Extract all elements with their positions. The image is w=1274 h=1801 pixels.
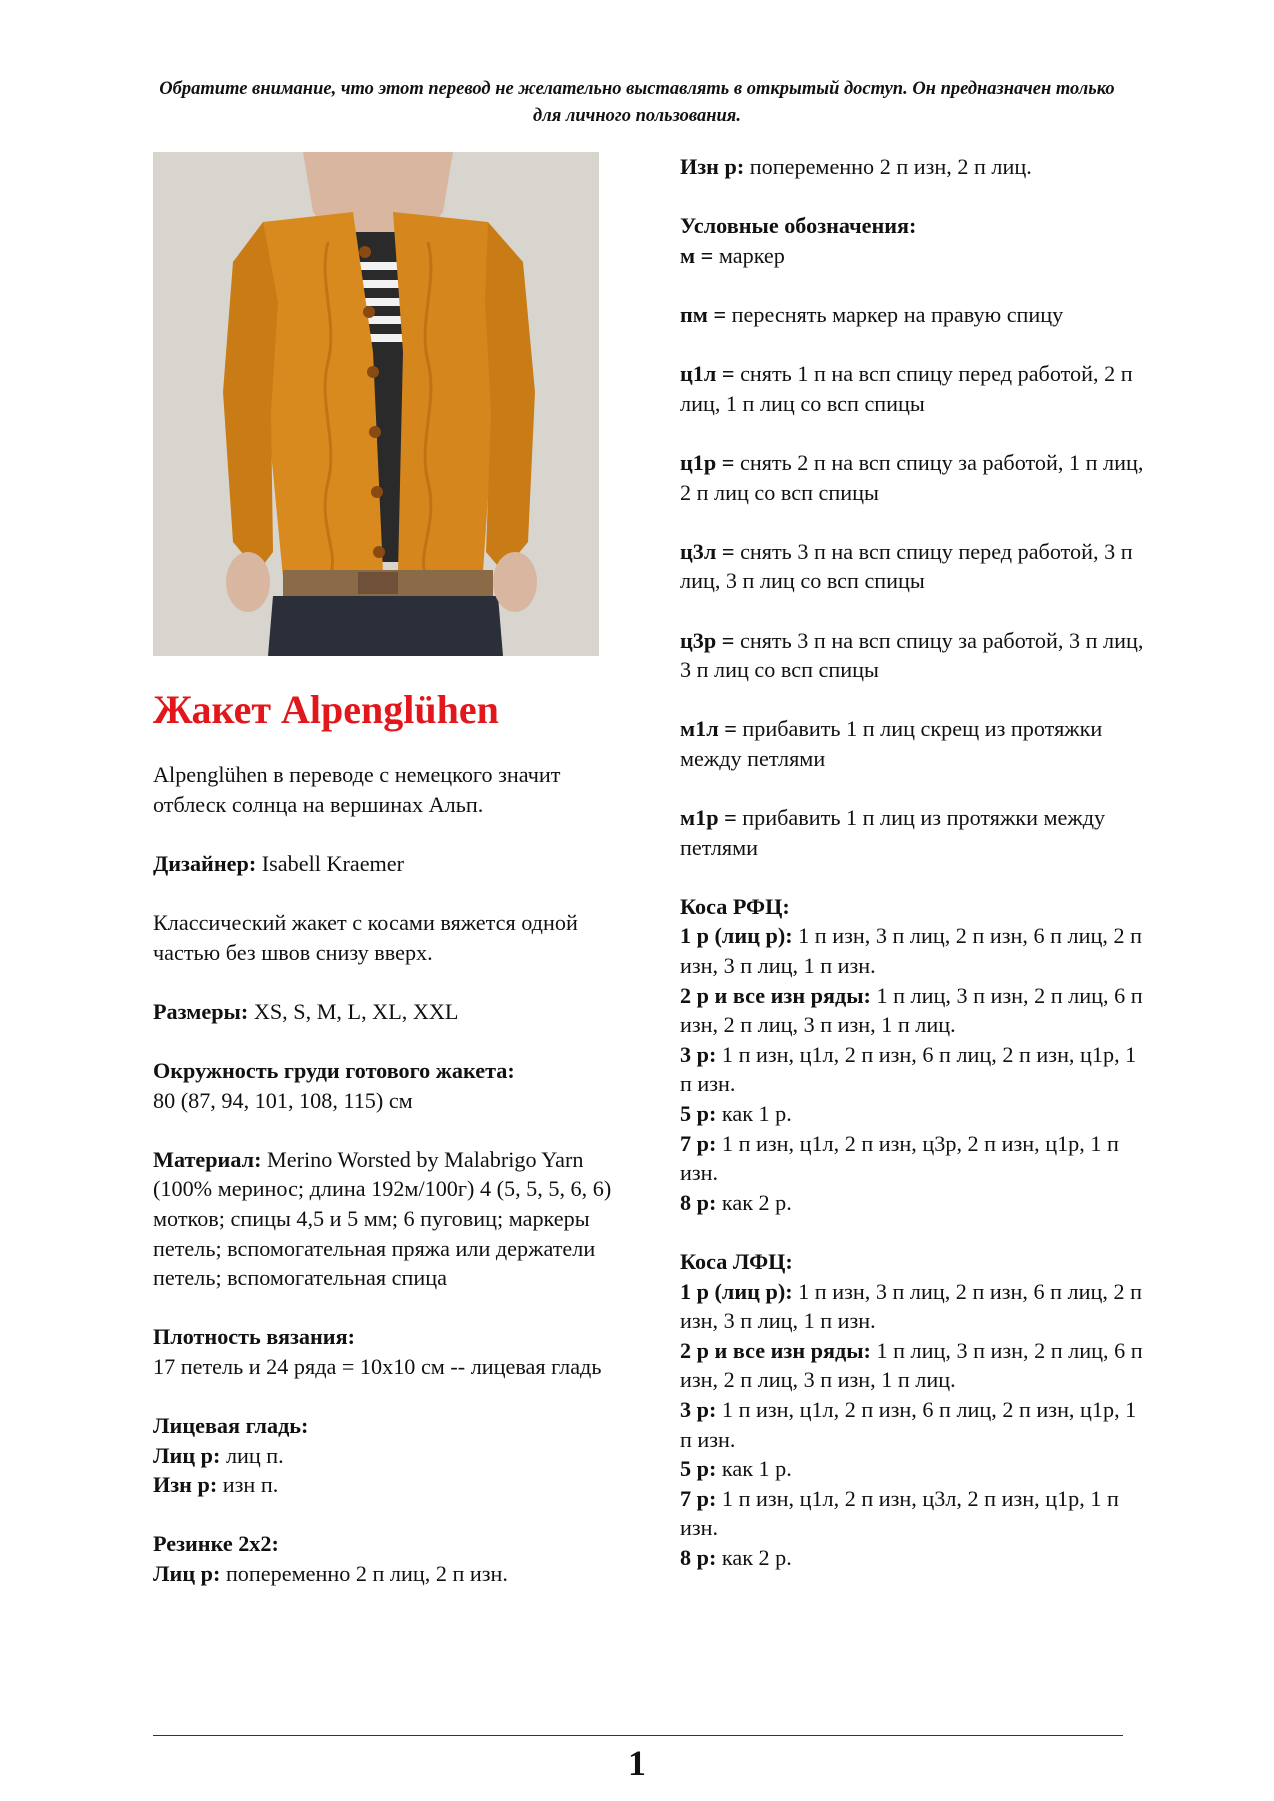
designer-label: Дизайнер: [153,850,257,876]
rib-row-label: Лиц р: [153,1561,221,1587]
legend-value: снять 3 п на всп спицу за работой, 3 п лиц, 3 п лиц со всп спицы [680,627,1144,683]
cable-row-label: 2 р и все изн ряды: [680,982,871,1008]
material-value: Merino Worsted by Malabrigo Yarn (100% меринос; длина 192м/100г) 4 (5, 5, 5, 6, 6) мотков; спицы 4,5 и 5 мм; 6 пуговиц; маркеры петель; вспомогательная пряжа или держатели петель; вспомогательная спица [153,1146,612,1291]
legend-item [680,626,1150,685]
footer-divider [153,1735,1123,1736]
legend-heading [680,211,1150,241]
rib-block [153,1529,623,1588]
cable-row-value: как 2 р. [716,1189,792,1215]
access-notice: Обратите внимание, что этот перевод не желательно выставлять в открытый доступ. Он предназначен только для личного пользования. [159,79,1115,126]
chest-value: 80 (87, 94, 101, 108, 115) см [153,1087,413,1113]
cable-row-value: как 1 р. [716,1101,792,1126]
legend-value: прибавить 1 п лиц из протяжки между петлями [680,805,1106,860]
cable-row-label: 3 р: [680,1041,717,1067]
cable-row-label: 8 р: [680,1189,717,1215]
chest-block [153,1056,623,1115]
cable-row-value: 1 п лиц, 3 п изн, 2 п лиц, 6 п изн, 2 п лиц, 3 п изн, 1 п лиц. [680,982,1143,1038]
stockinette-row-label: Изн р: [153,1472,218,1498]
cable-rfc-block [680,892,1150,1218]
cable-row-label: 1 р (лиц р): [680,1278,793,1304]
legend-value: снять 3 п на всп спицу перед работой, 3 п лиц, 3 п лиц со всп спицы [680,538,1133,594]
cable-row-label: 7 р: [680,1130,717,1156]
pattern-title: Жакет Alpenglühen [153,687,499,732]
legend-item [680,300,1150,330]
legend-item [680,537,1150,596]
designer-value: Isabell Kraemer [256,850,405,876]
legend-key: ц1р = [680,449,735,475]
cable-row-label: 1 р (лиц р): [680,923,793,949]
cable-rfc-label: Коса РФЦ: [680,893,790,919]
legend-key: ц3л = [680,538,735,564]
cable-row-value: как 2 р. [716,1544,792,1570]
sizes-label: Размеры: [153,998,249,1024]
cable-lfc-label: Коса ЛФЦ: [680,1248,793,1274]
cable-row-label: 3 р: [680,1396,717,1422]
legend-value: маркер [713,242,785,268]
material-block [153,1145,623,1293]
cable-row-value: 1 п изн, ц1л, 2 п изн, ц3л, 2 п изн, ц1р, 1 п изн. [680,1485,1119,1541]
cable-row-label: 2 р и все изн ряды: [680,1337,871,1363]
stockinette-row-value: изн п. [217,1472,279,1498]
gauge-label: Плотность вязания: [153,1324,355,1350]
legend-key: ц1л = [680,361,735,387]
intro-text: Alpenglühen в переводе с немецкого значит отблеск солнца на вершинах Альп. [153,762,561,817]
gauge-block [153,1322,623,1381]
legend-key: м1л = [680,716,737,742]
legend-key: м1р = [680,805,737,831]
sizes-value: XS, S, M, L, XL, XXL [248,998,459,1024]
stockinette-row-value: лиц п. [220,1442,284,1468]
legend-key: пм = [680,301,727,327]
designer-line [153,849,623,879]
cable-row-label: 8 р: [680,1544,717,1570]
legend-value: снять 2 п на всп спицу за работой, 1 п лиц, 2 п лиц со всп спицы [680,449,1144,505]
sizes-line [153,997,623,1027]
cable-row-value: 1 п изн, 3 п лиц, 2 п изн, 6 п лиц, 2 п изн, 3 п лиц, 1 п изн. [680,1278,1142,1334]
cable-row-value: как 1 р. [716,1456,792,1482]
cardigan-photo [153,152,599,656]
rib-row-value: попеременно 2 п лиц, 2 п изн. [220,1561,508,1587]
legend-item [680,241,1150,271]
cable-row-value: 1 п изн, ц1л, 2 п изн, 6 п лиц, 2 п изн, ц1р, 1 п изн. [680,1396,1137,1452]
cable-row-label: 5 р: [680,1456,717,1482]
cable-lfc-block [680,1247,1150,1573]
cable-row-label: 7 р: [680,1485,717,1511]
legend-value: переснять маркер на правую спицу [726,301,1064,327]
legend-key: м = [680,242,714,268]
legend-value: прибавить 1 п лиц скрещ из протяжки между петлями [680,716,1103,771]
legend-label: Условные обозначения: [680,213,917,239]
material-label: Материал: [153,1146,262,1172]
cable-row-value: 1 п изн, ц1л, 2 п изн, 6 п лиц, 2 п изн, ц1р, 1 п изн. [680,1041,1137,1097]
gauge-value: 17 петель и 24 ряда = 10x10 см -- лицевая гладь [153,1353,602,1379]
chest-label: Окружность груди готового жакета: [153,1057,515,1083]
cable-row-value: 1 п изн, 3 п лиц, 2 п изн, 6 п лиц, 2 п изн, 3 п лиц, 1 п изн. [680,923,1142,979]
rib-row-label: Изн р: [680,154,745,179]
legend-item [680,359,1150,418]
stockinette-block [153,1411,623,1500]
rib-continued [680,152,1150,182]
cable-row-value: 1 п лиц, 3 п изн, 2 п лиц, 6 п изн, 2 п лиц, 3 п изн, 1 п лиц. [680,1337,1143,1393]
cable-row-value: 1 п изн, ц1л, 2 п изн, ц3р, 2 п изн, ц1р, 1 п изн. [680,1130,1119,1186]
stockinette-label: Лицевая гладь: [153,1413,309,1439]
rib-row-value: попеременно 2 п изн, 2 п лиц. [744,154,1032,179]
cable-row-label: 5 р: [680,1101,717,1126]
legend-item [680,714,1150,773]
page-number: 1 [628,1743,646,1783]
legend-value: снять 1 п на всп спицу перед работой, 2 п лиц, 1 п лиц со всп спицы [680,361,1133,416]
legend-item [680,448,1150,507]
description-text: Классический жакет с косами вяжется одной частью без швов снизу вверх. [153,909,578,965]
stockinette-row-label: Лиц р: [153,1442,221,1468]
legend-item [680,803,1150,862]
left-column [153,686,623,1589]
legend-key: ц3р = [680,627,735,653]
right-column [680,152,1150,1573]
rib-label: Резинке 2x2: [153,1531,279,1557]
